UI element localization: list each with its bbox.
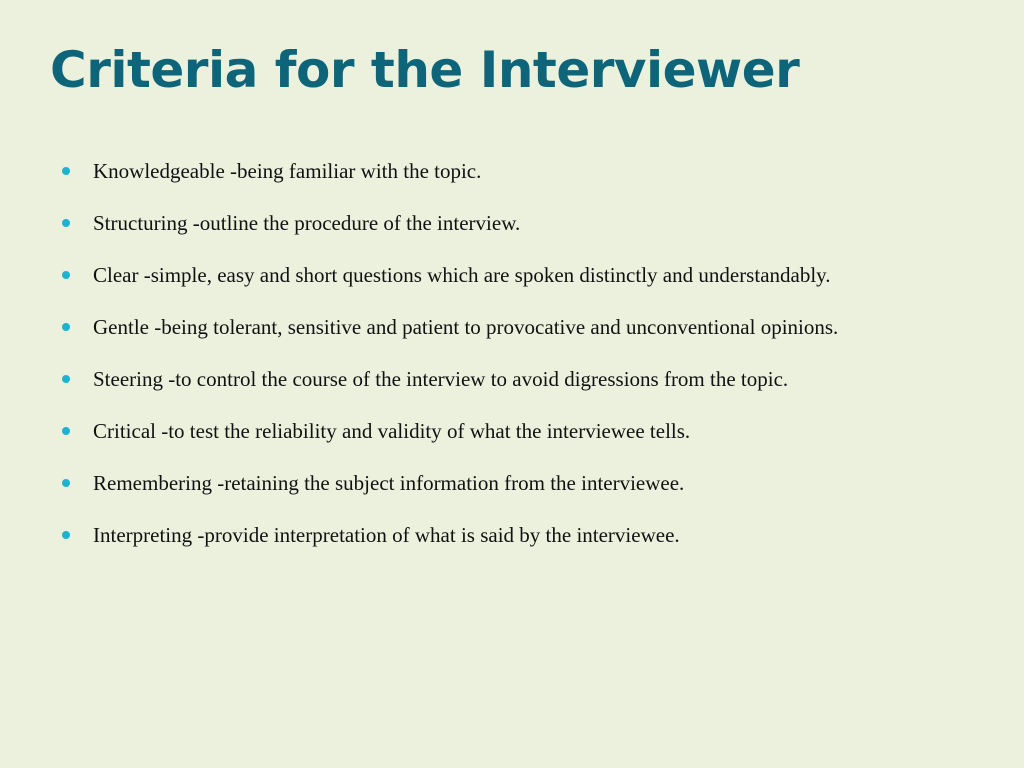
bullet-text: Knowledgeable -being familiar with the topic. — [93, 158, 482, 183]
list-item — [62, 509, 838, 561]
bullet-icon — [62, 219, 70, 227]
bullet-text: Remembering -retaining the subject information from the interviewee. — [93, 470, 685, 495]
list-item — [62, 405, 838, 457]
bullet-icon — [62, 271, 70, 279]
bullet-icon — [62, 531, 70, 539]
bullet-text: Gentle -being tolerant, sensitive and patient to provocative and unconventional opinions. — [93, 314, 839, 339]
bullet-icon — [62, 167, 70, 175]
bullet-icon — [62, 427, 70, 435]
bullet-list — [62, 145, 838, 561]
list-item — [62, 301, 838, 353]
list-item — [62, 353, 838, 405]
list-item — [62, 457, 838, 509]
bullet-text: Clear -simple, easy and short questions which are spoken distinctly and understandably. — [93, 262, 831, 287]
bullet-icon — [62, 375, 70, 383]
slide-title: Criteria for the Interviewer — [50, 41, 800, 99]
list-item — [62, 145, 838, 197]
bullet-text: Interpreting -provide interpretation of what is said by the interviewee. — [93, 522, 680, 547]
bullet-icon — [62, 479, 70, 487]
bullet-text: Critical -to test the reliability and validity of what the interviewee tells. — [93, 418, 691, 443]
bullet-text: Structuring -outline the procedure of the interview. — [93, 210, 521, 235]
bullet-text: Steering -to control the course of the interview to avoid digressions from the topic. — [93, 366, 789, 391]
list-item — [62, 197, 838, 249]
bullet-icon — [62, 323, 70, 331]
list-item — [62, 249, 838, 301]
